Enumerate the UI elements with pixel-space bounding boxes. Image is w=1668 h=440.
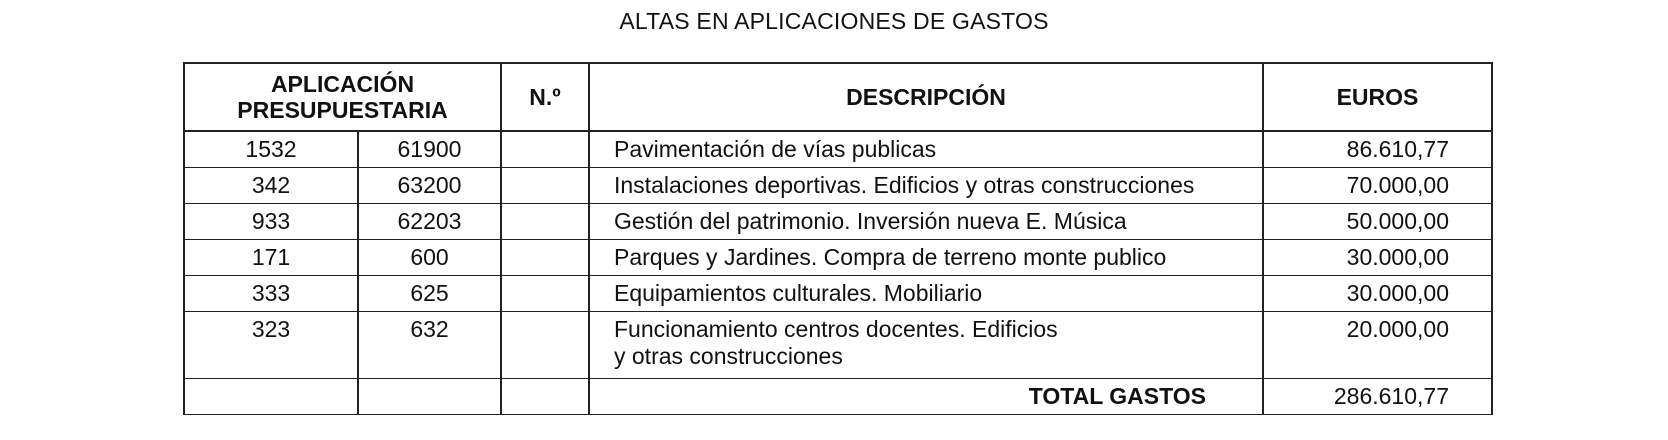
cell-economica: 61900 <box>358 131 501 168</box>
descripcion-line-1: Funcionamiento centros docentes. Edificios <box>614 316 1058 342</box>
table-row <box>184 312 1492 379</box>
cell-euros: 30.000,00 <box>1263 276 1492 312</box>
cell-euros: 86.610,77 <box>1263 131 1492 168</box>
table-row <box>184 168 1492 204</box>
cell-descripcion: Parques y Jardines. Compra de terreno monte publico <box>589 240 1263 276</box>
budget-table <box>183 62 1493 415</box>
cell-programa: 333 <box>184 276 358 312</box>
header-numero: N.º <box>501 63 589 131</box>
cell-euros: 30.000,00 <box>1263 240 1492 276</box>
cell-descripcion: Pavimentación de vías publicas <box>589 131 1263 168</box>
cell-economica: 600 <box>358 240 501 276</box>
cell-economica: 62203 <box>358 204 501 240</box>
cell-numero <box>501 240 589 276</box>
cell-economica: 625 <box>358 276 501 312</box>
cell-descripcion: Instalaciones deportivas. Edificios y otras construcciones <box>589 168 1263 204</box>
cell-euros: 70.000,00 <box>1263 168 1492 204</box>
table-row <box>184 204 1492 240</box>
table-row <box>184 240 1492 276</box>
cell-economica: 632 <box>358 312 501 379</box>
header-euros: EUROS <box>1263 63 1492 131</box>
cell-euros: 50.000,00 <box>1263 204 1492 240</box>
cell-programa: 1532 <box>184 131 358 168</box>
cell-numero <box>501 204 589 240</box>
total-row <box>184 379 1492 415</box>
cell-numero <box>501 168 589 204</box>
total-label: TOTAL GASTOS <box>589 379 1263 415</box>
document-title: ALTAS EN APLICACIONES DE GASTOS <box>619 8 1049 34</box>
header-descripcion: DESCRIPCIÓN <box>589 63 1263 131</box>
header-aplicacion: APLICACIÓN PRESUPUESTARIA <box>184 63 501 131</box>
cell-empty <box>501 379 589 415</box>
cell-empty <box>184 379 358 415</box>
cell-economica: 63200 <box>358 168 501 204</box>
cell-programa: 342 <box>184 168 358 204</box>
cell-programa: 323 <box>184 312 358 379</box>
table-row <box>184 131 1492 168</box>
cell-descripcion <box>589 312 1263 379</box>
cell-euros: 20.000,00 <box>1263 312 1492 379</box>
cell-programa: 171 <box>184 240 358 276</box>
cell-numero <box>501 312 589 379</box>
total-value: 286.610,77 <box>1263 379 1492 415</box>
cell-descripcion: Gestión del patrimonio. Inversión nueva E. Música <box>589 204 1263 240</box>
cell-programa: 933 <box>184 204 358 240</box>
descripcion-line-2: y otras construcciones <box>614 343 843 369</box>
cell-numero <box>501 276 589 312</box>
cell-numero <box>501 131 589 168</box>
table-row <box>184 276 1492 312</box>
cell-empty <box>358 379 501 415</box>
cell-descripcion: Equipamientos culturales. Mobiliario <box>589 276 1263 312</box>
table-header-row <box>184 63 1492 131</box>
